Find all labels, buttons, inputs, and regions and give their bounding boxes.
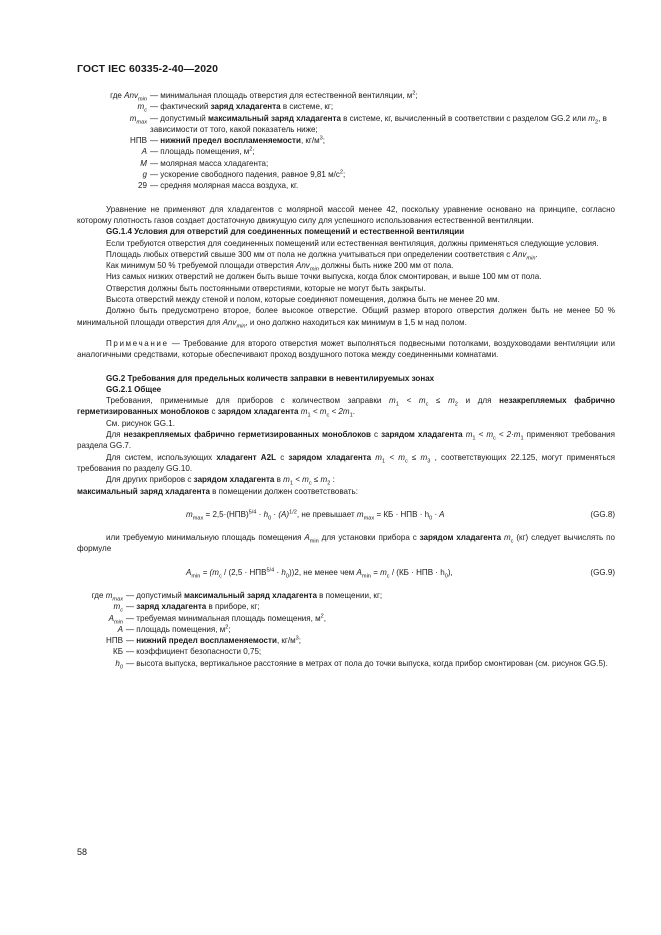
def-term: A <box>117 624 123 634</box>
def-text: — фактический заряд хладагента в системе, кг; <box>150 102 334 112</box>
def-term: g <box>142 170 147 180</box>
paragraph: Для других приборов с зарядом хладагента в $m_1 < m_c \le m_2$ : <box>106 475 335 487</box>
page-number: 58 <box>77 847 88 857</box>
def-text: — требуемая минимальная площадь помещения, $м^2$, <box>126 612 327 623</box>
paragraph: или требуемую минимальную площадь помещения $A_{min}$ для установки прибора с зарядом хладагента $m_c$ (кг) следует вычислять по формуле <box>77 533 615 554</box>
section-heading: GG.2 Требования для предельных количеств заправки в невентилируемых зонах <box>106 373 435 383</box>
equation-body: $m_{max} = 2,5\cdot(НПВ)^{5/4} \cdot h_0 \cdot (A)^{1/2}$, не превышает $m_{max}$ = КБ · НПВ · $h_0 \cdot A$ <box>186 509 445 522</box>
def-term: M <box>140 158 147 168</box>
def-text: — заряд хладагента в приборе, кг; <box>126 602 260 612</box>
paragraph: Уравнение не применяют для хладагентов с молярной массой менее 42, поскольку уравнение основано на принципе, согласно которому плотность газов создает достаточную движущую силу для успешного использования естественной вентиляции. <box>77 204 615 225</box>
def-term: НПВ <box>130 136 147 146</box>
def-term: A <box>141 147 147 157</box>
paragraph: Требования, применимые для приборов с количеством заправки $m_1 < m_c \le m_2$ и для незакрепляемых фабрично герметизированных моноблоков с зарядом хладагента $m_1 < m_c < 2m_1$. <box>77 396 616 420</box>
paragraph: Высота отверстий между стеной и полом, которые соединяют помещения, должна быть не менее 20 мм. <box>106 295 500 305</box>
def-text: — высота выпуска, вертикальное расстояние в метрах от пола до точки выпуска, когда прибор смонтирован (см. рисунок GG.5). <box>126 658 608 668</box>
paragraph: Низ самых низких отверстий не должен быть выше точки выпуска, когда блок смонтирован, и выше 100 мм от пола. <box>106 272 542 282</box>
def-text: — средняя молярная масса воздуха, кг. <box>150 181 299 191</box>
def-term: 29 <box>138 181 147 191</box>
def-term: $m_{max}$ <box>129 113 147 126</box>
paragraph: Как минимум 50 % требуемой площади отверстия Anv$_{min}$ должны быть ниже 200 мм от пола. <box>106 261 454 273</box>
def-text: — минимальная площадь отверстия для естественной вентиляции, $м^2$; <box>150 90 418 100</box>
def-text: — нижний предел воспламеняемости, $кг/м^3$; <box>150 135 326 146</box>
paragraph: Отверстия должны быть постоянными отверстиями, которые не могут быть закрыты. <box>106 283 426 293</box>
definition-list-1 <box>77 90 615 192</box>
def-text: — площадь помещения, $м^2$; <box>150 146 255 157</box>
def-text: — ускорение свободного падения, равное 9,81 $м/с^2$; <box>150 169 346 180</box>
paragraph: Должно быть предусмотрено второе, более высокое отверстие. Общий размер второго отверстия должен быть не менее 50 % минимальной площади отверстия для Anv$_{min}$, и оно должно находиться как минимум в 1,5 м над полом. <box>77 306 615 330</box>
def-text: — молярная масса хладагента; <box>150 158 269 168</box>
definition-list-2 <box>77 590 615 669</box>
equation-number: (GG.8) <box>590 509 615 519</box>
paragraph: См. рисунок GG.1. <box>106 418 175 428</box>
def-term: КБ <box>113 647 123 657</box>
def-term: $m_c$ <box>113 602 123 614</box>
def-term: где Anv$_{min}$ <box>110 91 147 103</box>
subsection-heading: GG.2.1 Общее <box>106 384 162 394</box>
equation-gg9 <box>77 567 615 578</box>
def-term: $h_0$ <box>115 658 123 671</box>
def-text: — допустимый максимальный заряд хладагента в помещении, кг; <box>126 590 383 600</box>
paragraph: максимальный заряд хладагента в помещении должен соответствовать: <box>77 486 358 496</box>
page-header: ГОСТ IEC 60335-2-40—2020 <box>77 63 219 75</box>
paragraph: Площадь любых отверстий свыше 300 мм от пола не должна учитываться при определении соответствия с Anv$_{min}$. <box>106 249 538 262</box>
paragraph: Для систем, использующих хладагент A2L с зарядом хладагента $m_1 < m_c \le m_3$ , соответствующих 22.125, могут применяться требования по разделу GG.10. <box>77 452 616 473</box>
page-content <box>77 90 615 669</box>
def-term: $A_{min}$ <box>108 613 123 626</box>
def-text: — нижний предел воспламеняемости, $кг/м^3$; <box>126 635 302 646</box>
paragraph: Если требуются отверстия для соединенных помещений или естественная вентиляция, должны применяться следующие условия. <box>106 238 599 248</box>
note: Примечание — Требование для второго отверстия может выполняться подвесными потолками, воздуховодами вентиляции или аналогичными средствами, которые обеспечивают проход воздушного потока между соединенными комнатами. <box>77 338 615 360</box>
def-text: — коэффициент безопасности 0,75; <box>126 647 262 657</box>
def-term: где $m_{max}$ <box>91 590 123 603</box>
equation-number: (GG.9) <box>590 567 615 577</box>
equation-gg8 <box>77 509 615 520</box>
section-heading: GG.1.4 Условия для отверстий для соединенных помещений и естественной вентиляции <box>106 227 465 237</box>
paragraph: Для незакрепляемых фабрично герметизированных моноблоков с зарядом хладагента $m_1 < m_c < 2\cdot m_1$ применяют требования раздела GG.7. <box>77 430 615 451</box>
def-term: НПВ <box>106 636 123 646</box>
def-text: — площадь помещения, $м^2$; <box>126 624 231 634</box>
def-text: — допустимый максимальный заряд хладагента в системе, кг, вычисленный в соответствии с разделом GG.2 или $m_2$, в зависимости от того, какой показатель ниже; <box>150 113 607 134</box>
def-term: $m_c$ <box>137 102 147 114</box>
equation-body: $A_{min} = (m_c / (2,5 \cdot НПВ^{5/4} \cdot h_0))2$, не менее чем $A_{min} = m_c / (КБ$ · НПВ · $h_0$), <box>186 567 453 580</box>
